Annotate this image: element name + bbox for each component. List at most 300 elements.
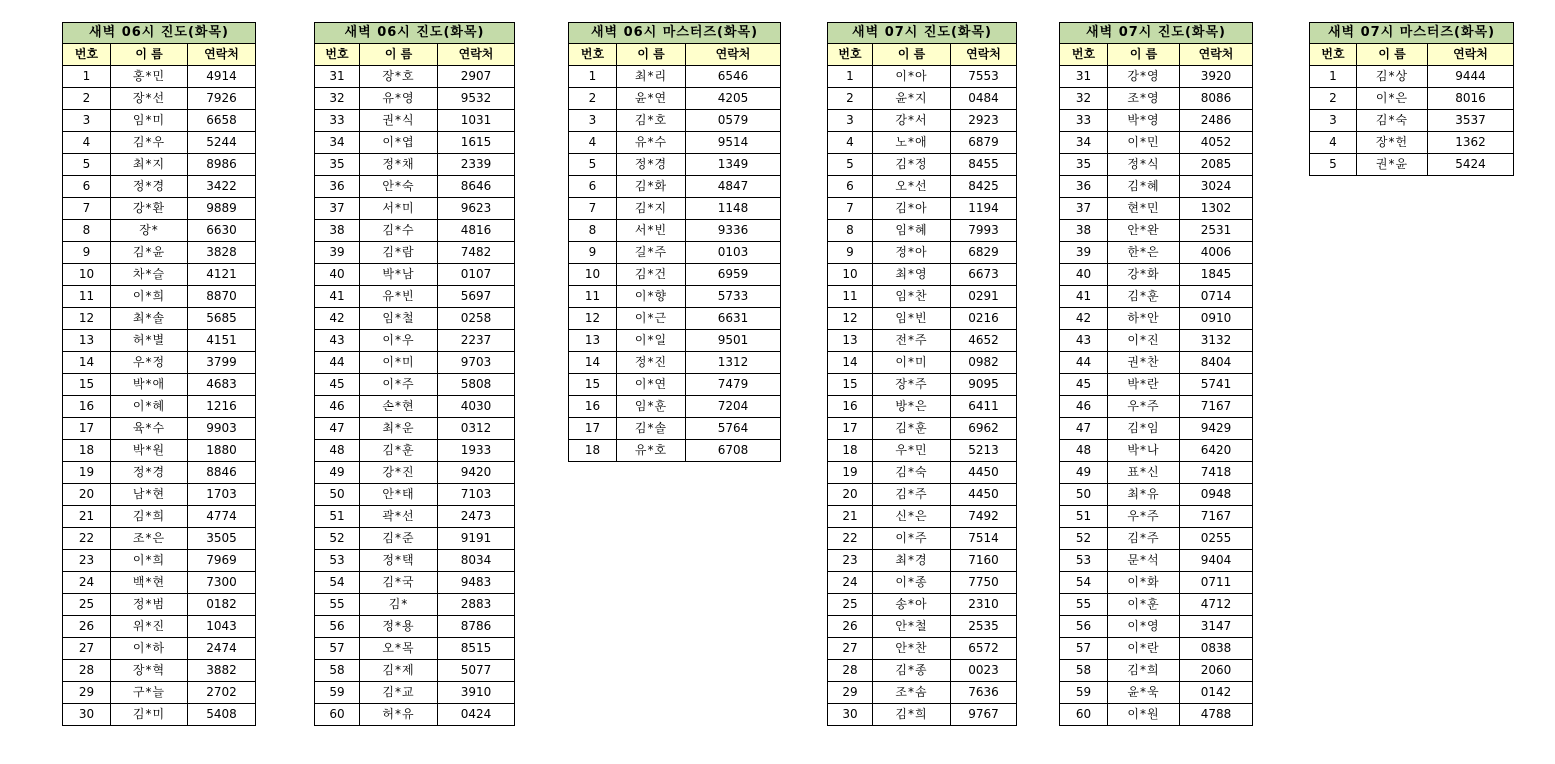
table-row [828, 220, 1017, 242]
table-row [828, 506, 1017, 528]
member-contact: 8455 [951, 154, 1017, 176]
member-name: 윤*연 [617, 88, 686, 110]
member-contact: 8646 [438, 176, 515, 198]
member-contact: 3422 [188, 176, 256, 198]
member-contact: 8986 [188, 154, 256, 176]
member-contact: 1845 [1180, 264, 1253, 286]
row-number: 38 [315, 220, 360, 242]
member-contact: 5685 [188, 308, 256, 330]
table-row [63, 616, 256, 638]
row-number: 37 [315, 198, 360, 220]
member-name: 정*채 [360, 154, 438, 176]
table-row [828, 440, 1017, 462]
table-row [1060, 550, 1253, 572]
row-number: 2 [569, 88, 617, 110]
member-name: 임*훈 [617, 396, 686, 418]
table-title: 새벽 07시 진도(화목) [1060, 23, 1253, 44]
table-row [828, 484, 1017, 506]
row-number: 55 [1060, 594, 1108, 616]
row-number: 25 [63, 594, 111, 616]
table-row [569, 264, 781, 286]
member-name: 김*제 [360, 660, 438, 682]
member-name: 김*혜 [1108, 176, 1180, 198]
row-number: 53 [1060, 550, 1108, 572]
member-name: 이*일 [617, 330, 686, 352]
row-number: 3 [828, 110, 873, 132]
member-contact: 0142 [1180, 682, 1253, 704]
table-row [63, 506, 256, 528]
table-row [315, 220, 515, 242]
member-contact: 5408 [188, 704, 256, 726]
row-number: 48 [1060, 440, 1108, 462]
row-number: 34 [1060, 132, 1108, 154]
roster-table-3 [568, 22, 781, 462]
table-row [1060, 638, 1253, 660]
member-contact: 1880 [188, 440, 256, 462]
row-number: 14 [569, 352, 617, 374]
member-name: 이*희 [111, 550, 188, 572]
row-number: 17 [828, 418, 873, 440]
table-row [315, 506, 515, 528]
member-contact: 0291 [951, 286, 1017, 308]
member-name: 김*숙 [1357, 110, 1428, 132]
row-number: 57 [1060, 638, 1108, 660]
table-row [315, 418, 515, 440]
row-number: 7 [569, 198, 617, 220]
member-name: 임*미 [111, 110, 188, 132]
member-name: 권*찬 [1108, 352, 1180, 374]
member-name: 안*철 [873, 616, 951, 638]
row-number: 3 [63, 110, 111, 132]
row-number: 32 [1060, 88, 1108, 110]
table-row [315, 286, 515, 308]
column-header-no: 번호 [828, 44, 873, 66]
table-row [315, 704, 515, 726]
table-row [569, 440, 781, 462]
table-row [1060, 440, 1253, 462]
member-contact: 6411 [951, 396, 1017, 418]
member-name: 장* [111, 220, 188, 242]
member-contact: 5424 [1428, 154, 1514, 176]
member-contact: 0255 [1180, 528, 1253, 550]
member-contact: 0182 [188, 594, 256, 616]
row-number: 28 [828, 660, 873, 682]
member-name: 정*경 [111, 462, 188, 484]
member-name: 손*현 [360, 396, 438, 418]
row-number: 54 [315, 572, 360, 594]
member-name: 임*찬 [873, 286, 951, 308]
table-row [828, 616, 1017, 638]
member-contact: 2237 [438, 330, 515, 352]
table-title: 새벽 07시 마스터즈(화목) [1310, 23, 1514, 44]
row-number: 46 [1060, 396, 1108, 418]
row-number: 36 [1060, 176, 1108, 198]
member-contact: 1194 [951, 198, 1017, 220]
row-number: 33 [1060, 110, 1108, 132]
member-contact: 5077 [438, 660, 515, 682]
member-name: 조*은 [111, 528, 188, 550]
row-number: 6 [63, 176, 111, 198]
member-contact: 9903 [188, 418, 256, 440]
row-number: 39 [1060, 242, 1108, 264]
row-number: 31 [1060, 66, 1108, 88]
row-number: 47 [315, 418, 360, 440]
row-number: 44 [315, 352, 360, 374]
member-contact: 4683 [188, 374, 256, 396]
table-row [828, 594, 1017, 616]
member-contact: 0258 [438, 308, 515, 330]
row-number: 49 [1060, 462, 1108, 484]
row-number: 2 [828, 88, 873, 110]
row-number: 5 [569, 154, 617, 176]
row-number: 22 [828, 528, 873, 550]
table-row [1060, 330, 1253, 352]
table-row [63, 660, 256, 682]
member-name: 서*빈 [617, 220, 686, 242]
member-name: 안*숙 [360, 176, 438, 198]
member-name: 김*희 [873, 704, 951, 726]
row-number: 23 [828, 550, 873, 572]
member-name: 육*수 [111, 418, 188, 440]
table-row [315, 572, 515, 594]
member-contact: 9767 [951, 704, 1017, 726]
member-name: 차*슬 [111, 264, 188, 286]
table-row [828, 66, 1017, 88]
table-row [828, 308, 1017, 330]
member-contact: 3147 [1180, 616, 1253, 638]
member-name: 이*원 [1108, 704, 1180, 726]
table-row [315, 198, 515, 220]
member-contact: 3828 [188, 242, 256, 264]
table-row [63, 528, 256, 550]
member-name: 정*경 [111, 176, 188, 198]
member-name: 김*람 [360, 242, 438, 264]
member-name: 남*현 [111, 484, 188, 506]
table-row [1060, 154, 1253, 176]
member-contact: 7103 [438, 484, 515, 506]
row-number: 16 [569, 396, 617, 418]
member-name: 이*영 [1108, 616, 1180, 638]
roster-table-2 [314, 22, 515, 726]
member-contact: 1362 [1428, 132, 1514, 154]
table-row [828, 132, 1017, 154]
table-row [63, 550, 256, 572]
row-number: 43 [1060, 330, 1108, 352]
member-contact: 4774 [188, 506, 256, 528]
row-number: 49 [315, 462, 360, 484]
row-number: 30 [828, 704, 873, 726]
row-number: 29 [828, 682, 873, 704]
table-row [569, 66, 781, 88]
member-name: 김* [360, 594, 438, 616]
row-number: 15 [828, 374, 873, 396]
table-row [1060, 594, 1253, 616]
table-row [63, 220, 256, 242]
member-name: 김*훈 [873, 418, 951, 440]
member-contact: 4788 [1180, 704, 1253, 726]
column-header-contact: 연락처 [1180, 44, 1253, 66]
member-contact: 1216 [188, 396, 256, 418]
row-number: 21 [828, 506, 873, 528]
member-contact: 0103 [686, 242, 781, 264]
row-number: 37 [1060, 198, 1108, 220]
row-number: 5 [1310, 154, 1357, 176]
column-header-name: 이 름 [873, 44, 951, 66]
table-row [828, 176, 1017, 198]
table-row [1060, 286, 1253, 308]
member-contact: 6829 [951, 242, 1017, 264]
table-row [315, 528, 515, 550]
row-number: 12 [569, 308, 617, 330]
table-row [315, 176, 515, 198]
row-number: 30 [63, 704, 111, 726]
member-contact: 5733 [686, 286, 781, 308]
row-number: 59 [315, 682, 360, 704]
table-row [1060, 198, 1253, 220]
member-contact: 6546 [686, 66, 781, 88]
member-name: 장*주 [873, 374, 951, 396]
row-number: 9 [569, 242, 617, 264]
row-number: 52 [1060, 528, 1108, 550]
member-contact: 7553 [951, 66, 1017, 88]
member-contact: 7492 [951, 506, 1017, 528]
member-contact: 1703 [188, 484, 256, 506]
row-number: 28 [63, 660, 111, 682]
member-contact: 4914 [188, 66, 256, 88]
member-name: 문*석 [1108, 550, 1180, 572]
table-row [1060, 506, 1253, 528]
row-number: 22 [63, 528, 111, 550]
member-name: 강*환 [111, 198, 188, 220]
row-number: 8 [63, 220, 111, 242]
member-contact: 2923 [951, 110, 1017, 132]
row-number: 19 [63, 462, 111, 484]
member-contact: 8515 [438, 638, 515, 660]
row-number: 56 [1060, 616, 1108, 638]
table-row [1060, 462, 1253, 484]
row-number: 32 [315, 88, 360, 110]
row-number: 35 [315, 154, 360, 176]
member-name: 신*은 [873, 506, 951, 528]
member-name: 허*유 [360, 704, 438, 726]
member-contact: 2486 [1180, 110, 1253, 132]
row-number: 4 [828, 132, 873, 154]
row-number: 17 [63, 418, 111, 440]
row-number: 59 [1060, 682, 1108, 704]
table-row [315, 484, 515, 506]
row-number: 40 [1060, 264, 1108, 286]
member-contact: 1043 [188, 616, 256, 638]
member-name: 한*은 [1108, 242, 1180, 264]
member-contact: 5244 [188, 132, 256, 154]
table-title: 새벽 06시 진도(화목) [315, 23, 515, 44]
member-name: 전*주 [873, 330, 951, 352]
row-number: 25 [828, 594, 873, 616]
table-row [1060, 572, 1253, 594]
member-name: 김*희 [1108, 660, 1180, 682]
member-contact: 2473 [438, 506, 515, 528]
row-number: 45 [1060, 374, 1108, 396]
member-name: 오*목 [360, 638, 438, 660]
member-name: 이*혜 [111, 396, 188, 418]
member-contact: 0023 [951, 660, 1017, 682]
member-contact: 5697 [438, 286, 515, 308]
member-contact: 9501 [686, 330, 781, 352]
row-number: 18 [63, 440, 111, 462]
row-number: 46 [315, 396, 360, 418]
member-contact: 7993 [951, 220, 1017, 242]
row-number: 14 [63, 352, 111, 374]
member-contact: 6630 [188, 220, 256, 242]
table-row [1060, 308, 1253, 330]
row-number: 13 [63, 330, 111, 352]
member-contact: 7636 [951, 682, 1017, 704]
member-name: 유*영 [360, 88, 438, 110]
member-name: 안*완 [1108, 220, 1180, 242]
table-row [63, 242, 256, 264]
member-name: 이*우 [360, 330, 438, 352]
table-row [1060, 110, 1253, 132]
member-name: 이*민 [1108, 132, 1180, 154]
row-number: 11 [828, 286, 873, 308]
table-row [63, 484, 256, 506]
member-name: 이*란 [1108, 638, 1180, 660]
row-number: 55 [315, 594, 360, 616]
member-contact: 8870 [188, 286, 256, 308]
member-name: 정*범 [111, 594, 188, 616]
member-name: 이*하 [111, 638, 188, 660]
member-name: 이*미 [360, 352, 438, 374]
table-row [63, 440, 256, 462]
table-row [63, 110, 256, 132]
row-number: 3 [569, 110, 617, 132]
table-row [63, 682, 256, 704]
member-contact: 2535 [951, 616, 1017, 638]
member-contact: 4205 [686, 88, 781, 110]
table-row [1060, 264, 1253, 286]
column-header-no: 번호 [569, 44, 617, 66]
table-row [828, 352, 1017, 374]
member-contact: 9420 [438, 462, 515, 484]
table-row [1060, 132, 1253, 154]
table-row [1060, 88, 1253, 110]
member-contact: 4030 [438, 396, 515, 418]
member-name: 정*식 [1108, 154, 1180, 176]
member-contact: 7167 [1180, 506, 1253, 528]
row-number: 51 [1060, 506, 1108, 528]
row-number: 14 [828, 352, 873, 374]
member-name: 김*훈 [1108, 286, 1180, 308]
member-contact: 4006 [1180, 242, 1253, 264]
row-number: 15 [569, 374, 617, 396]
member-contact: 2883 [438, 594, 515, 616]
member-contact: 1615 [438, 132, 515, 154]
row-number: 41 [315, 286, 360, 308]
member-contact: 4450 [951, 484, 1017, 506]
member-contact: 0838 [1180, 638, 1253, 660]
member-contact: 0982 [951, 352, 1017, 374]
table-row [315, 396, 515, 418]
row-number: 44 [1060, 352, 1108, 374]
member-name: 박*남 [360, 264, 438, 286]
table-row [828, 154, 1017, 176]
member-name: 정*진 [617, 352, 686, 374]
member-contact: 6673 [951, 264, 1017, 286]
roster-table-4 [827, 22, 1017, 726]
member-contact: 0107 [438, 264, 515, 286]
row-number: 3 [1310, 110, 1357, 132]
member-contact: 6879 [951, 132, 1017, 154]
member-contact: 1302 [1180, 198, 1253, 220]
table-row [569, 176, 781, 198]
table-row [1060, 484, 1253, 506]
table-row [315, 352, 515, 374]
row-number: 19 [828, 462, 873, 484]
row-number: 26 [828, 616, 873, 638]
table-row [63, 154, 256, 176]
roster-table-6 [1309, 22, 1514, 176]
row-number: 23 [63, 550, 111, 572]
row-number: 10 [63, 264, 111, 286]
member-contact: 4121 [188, 264, 256, 286]
member-name: 조*솜 [873, 682, 951, 704]
table-row [315, 682, 515, 704]
member-name: 김*주 [1108, 528, 1180, 550]
member-name: 김*희 [111, 506, 188, 528]
member-contact: 6959 [686, 264, 781, 286]
table-row [828, 242, 1017, 264]
member-contact: 3882 [188, 660, 256, 682]
member-contact: 7418 [1180, 462, 1253, 484]
member-contact: 9483 [438, 572, 515, 594]
column-header-name: 이 름 [1357, 44, 1428, 66]
table-row [315, 66, 515, 88]
table-row [63, 264, 256, 286]
table-row [1060, 220, 1253, 242]
table-row [1060, 704, 1253, 726]
row-number: 39 [315, 242, 360, 264]
row-number: 13 [828, 330, 873, 352]
table-row [63, 176, 256, 198]
table-row [315, 550, 515, 572]
member-name: 김*훈 [360, 440, 438, 462]
member-name: 이*근 [617, 308, 686, 330]
column-header-no: 번호 [1060, 44, 1108, 66]
row-number: 45 [315, 374, 360, 396]
member-name: 이*주 [360, 374, 438, 396]
table-row [315, 264, 515, 286]
row-number: 6 [569, 176, 617, 198]
member-name: 장*헌 [1357, 132, 1428, 154]
member-name: 조*영 [1108, 88, 1180, 110]
member-name: 이*엽 [360, 132, 438, 154]
member-name: 강*영 [1108, 66, 1180, 88]
member-name: 이*주 [873, 528, 951, 550]
row-number: 52 [315, 528, 360, 550]
member-contact: 7160 [951, 550, 1017, 572]
row-number: 41 [1060, 286, 1108, 308]
member-contact: 9444 [1428, 66, 1514, 88]
member-name: 현*민 [1108, 198, 1180, 220]
member-name: 안*태 [360, 484, 438, 506]
row-number: 56 [315, 616, 360, 638]
table-row [569, 286, 781, 308]
member-name: 우*주 [1108, 396, 1180, 418]
member-name: 임*철 [360, 308, 438, 330]
member-name: 윤*지 [873, 88, 951, 110]
row-number: 6 [828, 176, 873, 198]
row-number: 50 [1060, 484, 1108, 506]
